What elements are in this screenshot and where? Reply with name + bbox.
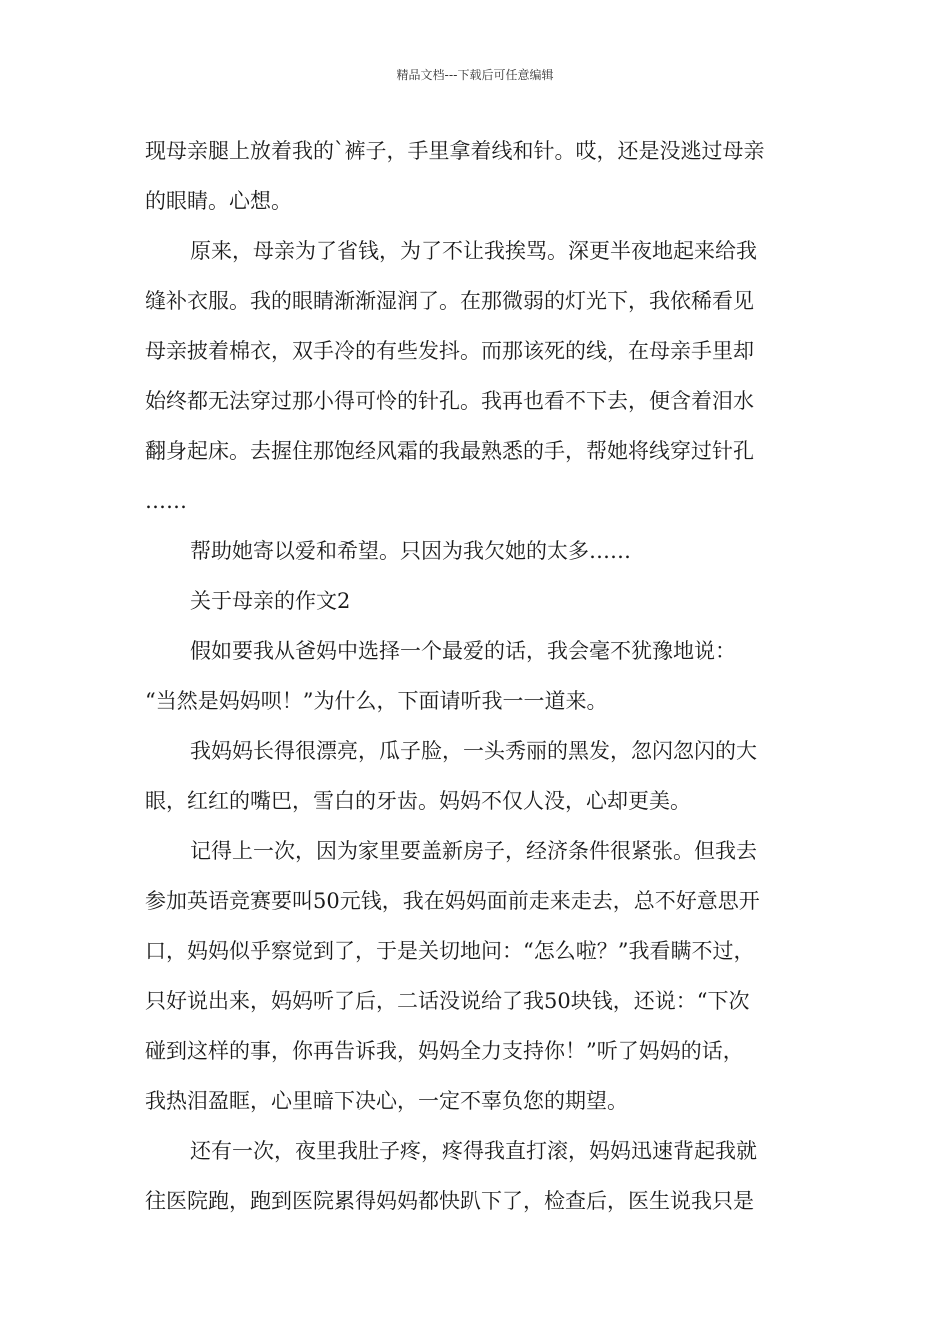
- text-line: 原来，母亲为了省钱，为了不让我挨骂。深更半夜地起来给我: [190, 239, 757, 263]
- text-line: 碰到这样的事，你再告诉我，妈妈全力支持你！”听了妈妈的话，: [145, 1039, 744, 1063]
- section-heading: 关于母亲的作文2: [190, 589, 351, 613]
- text-line: 口，妈妈似乎察觉到了，于是关切地问：“怎么啦？”我看瞒不过，: [145, 939, 755, 963]
- text-line: 参加英语竞赛要叫50元钱，我在妈妈面前走来走去，总不好意思开: [145, 889, 760, 913]
- text-line: 翻身起床。去握住那饱经风霜的我最熟悉的手，帮她将线穿过针孔: [145, 439, 754, 463]
- text-line: 母亲披着棉衣，双手冷的有些发抖。而那该死的线，在母亲手里却: [145, 339, 754, 363]
- text-line: 我热泪盈眶，心里暗下决心，一定不辜负您的期望。: [145, 1089, 628, 1113]
- text-line: 始终都无法穿过那小得可怜的针孔。我再也看不下去，便含着泪水: [145, 389, 754, 413]
- text-line: 帮助她寄以爱和希望。只因为我欠她的太多……: [190, 539, 631, 563]
- text-line: “当然是妈妈呗！”为什么，下面请听我一一道来。: [145, 689, 608, 713]
- text-line: 往医院跑，跑到医院累得妈妈都快趴下了，检查后，医生说我只是: [145, 1189, 754, 1213]
- text-line: 现母亲腿上放着我的`裤子，手里拿着线和针。哎，还是没逃过母亲: [145, 139, 765, 163]
- text-line: 还有一次，夜里我肚子疼，疼得我直打滚，妈妈迅速背起我就: [190, 1139, 757, 1163]
- text-line: ……: [145, 489, 187, 513]
- text-line: 缝补衣服。我的眼睛渐渐湿润了。在那微弱的灯光下，我依稀看见: [145, 289, 754, 313]
- text-line: 眼，红红的嘴巴，雪白的牙齿。妈妈不仅人没，心却更美。: [145, 789, 691, 813]
- body-text: [145, 126, 825, 1226]
- text-line: 的眼睛。心想。: [145, 189, 292, 213]
- text-line: 假如要我从爸妈中选择一个最爱的话，我会毫不犹豫地说：: [190, 639, 736, 663]
- text-line: 记得上一次，因为家里要盖新房子，经济条件很紧张。但我去: [190, 839, 757, 863]
- text-line: 我妈妈长得很漂亮，瓜子脸，一头秀丽的黑发，忽闪忽闪的大: [190, 739, 757, 763]
- page-header: 精品文档---下载后可任意编辑: [396, 68, 554, 82]
- text-line: 只好说出来，妈妈听了后，二话没说给了我50块钱，还说：“下次: [145, 989, 750, 1013]
